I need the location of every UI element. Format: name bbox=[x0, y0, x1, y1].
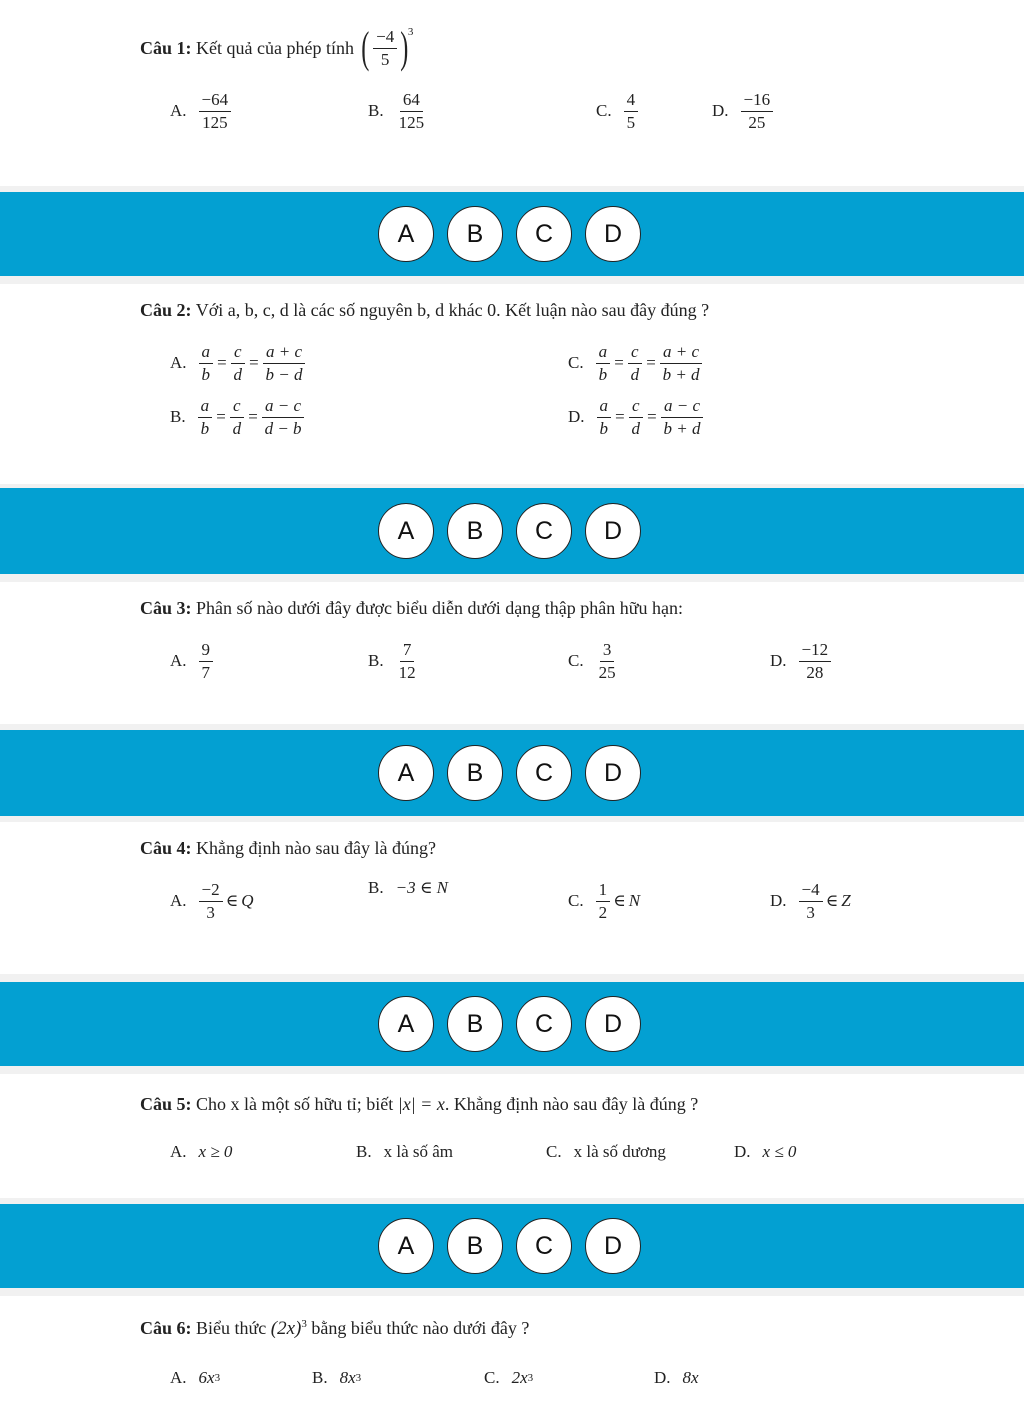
q4-answer-a-button[interactable]: A bbox=[378, 996, 434, 1052]
q3-option-d: D. $\frac{-12}{28}$ bbox=[770, 640, 831, 682]
q3-answer-d-button[interactable]: D bbox=[585, 745, 641, 801]
q1-option-d: D. $\frac{-16}{25}$ bbox=[712, 90, 773, 132]
q5-option-d: D. x ≤ 0 bbox=[734, 1142, 797, 1161]
q3-option-a: A. $\frac{9}{7}$ bbox=[170, 640, 213, 682]
question-6-text: Câu 6: Biểu thức $(2x)^3$ bằng biểu thức nào dưới đây ? bbox=[140, 1318, 530, 1339]
q3-option-c: C. $\frac{3}{25}$ bbox=[568, 640, 616, 682]
answer-bar-1 bbox=[0, 192, 1024, 276]
q2-answer-d-button[interactable]: D bbox=[585, 503, 641, 559]
q5-answer-a-button[interactable]: A bbox=[378, 1218, 434, 1274]
q2-option-d: D. $\frac{a}{b}$ = $\frac{c}{d}$ = $\frac{a - c}{b + d}$ bbox=[568, 396, 703, 438]
question-2-text: Câu 2: Với a, b, c, d là các số nguyên b, d khác 0. Kết luận nào sau đây đúng ? bbox=[140, 300, 710, 320]
q5-option-a: A. x ≥ 0 bbox=[170, 1142, 233, 1161]
question-card-2 bbox=[0, 284, 1024, 484]
question-card-6 bbox=[0, 1296, 1024, 1413]
answer-bar-5 bbox=[0, 1204, 1024, 1288]
q2-answer-b-button[interactable]: B bbox=[447, 503, 503, 559]
question-1-text: Câu 1: Kết quả của phép tính ( $\frac{-4}{5}$ ) $^3$ bbox=[140, 23, 414, 72]
q3-answer-a-button[interactable]: A bbox=[378, 745, 434, 801]
q4-answer-d-button[interactable]: D bbox=[585, 996, 641, 1052]
q2-option-a: A. $\frac{a}{b}$ = $\frac{c}{d}$ = $\frac{a + c}{b - d}$ bbox=[170, 342, 305, 384]
q1-option-c: C. $\frac{4}{5}$ bbox=[596, 90, 638, 132]
q1-answer-c-button[interactable]: C bbox=[516, 206, 572, 262]
question-3-text: Câu 3: Phân số nào dưới đây được biểu diễn dưới dạng thập phân hữu hạn: bbox=[140, 598, 684, 618]
q2-option-b: B. $\frac{a}{b}$ = $\frac{c}{d}$ = $\frac{a - c}{d - b}$ bbox=[170, 396, 305, 438]
q2-answer-a-button[interactable]: A bbox=[378, 503, 434, 559]
question-card-1 bbox=[0, 0, 1024, 186]
question-card-3 bbox=[0, 582, 1024, 724]
question-card-4 bbox=[0, 822, 1024, 974]
q5-option-c: C. x là số dương bbox=[546, 1142, 666, 1161]
q6-option-c: C. 2x 3 bbox=[484, 1368, 534, 1387]
question-5-text: Câu 5: Cho x là một số hữu tỉ; biết |x| = x. Khẳng định nào sau đây là đúng ? bbox=[140, 1094, 699, 1114]
q6-option-d: D. 8x bbox=[654, 1368, 699, 1387]
q1-option-a: A. $\frac{-64}{125}$ bbox=[170, 90, 231, 132]
q2-answer-c-button[interactable]: C bbox=[516, 503, 572, 559]
q5-option-b: B. x là số âm bbox=[356, 1142, 453, 1161]
q5-answer-c-button[interactable]: C bbox=[516, 1218, 572, 1274]
question-4-text: Câu 4: Khẳng định nào sau đây là đúng? bbox=[140, 838, 436, 858]
answer-bar-4 bbox=[0, 982, 1024, 1066]
q1-option-b: B. $\frac{64}{125}$ bbox=[368, 90, 425, 132]
q4-answer-b-button[interactable]: B bbox=[447, 996, 503, 1052]
question-card-5 bbox=[0, 1074, 1024, 1198]
q3-answer-c-button[interactable]: C bbox=[516, 745, 572, 801]
q5-answer-d-button[interactable]: D bbox=[585, 1218, 641, 1274]
q5-answer-b-button[interactable]: B bbox=[447, 1218, 503, 1274]
answer-bar-3 bbox=[0, 730, 1024, 816]
answer-bar-2 bbox=[0, 488, 1024, 574]
q4-option-a: A. $\frac{-2}{3}$ ∈ Q bbox=[170, 880, 254, 922]
q6-option-a: A. 6x 3 bbox=[170, 1368, 221, 1387]
q3-option-b: B. $\frac{7}{12}$ bbox=[368, 640, 416, 682]
q3-answer-b-button[interactable]: B bbox=[447, 745, 503, 801]
q4-option-b: B. −3 ∈ N bbox=[368, 878, 448, 897]
q4-answer-c-button[interactable]: C bbox=[516, 996, 572, 1052]
q4-option-d: D. $\frac{-4}{3}$ ∈ Z bbox=[770, 880, 851, 922]
q6-option-b: B. 8x 3 bbox=[312, 1368, 362, 1387]
q4-option-c: C. $\frac{1}{2}$ ∈ N bbox=[568, 880, 641, 922]
q1-answer-a-button[interactable]: A bbox=[378, 206, 434, 262]
q1-answer-b-button[interactable]: B bbox=[447, 206, 503, 262]
q1-answer-d-button[interactable]: D bbox=[585, 206, 641, 262]
q2-option-c: C. $\frac{a}{b}$ = $\frac{c}{d}$ = $\frac{a + c}{b + d}$ bbox=[568, 342, 703, 384]
